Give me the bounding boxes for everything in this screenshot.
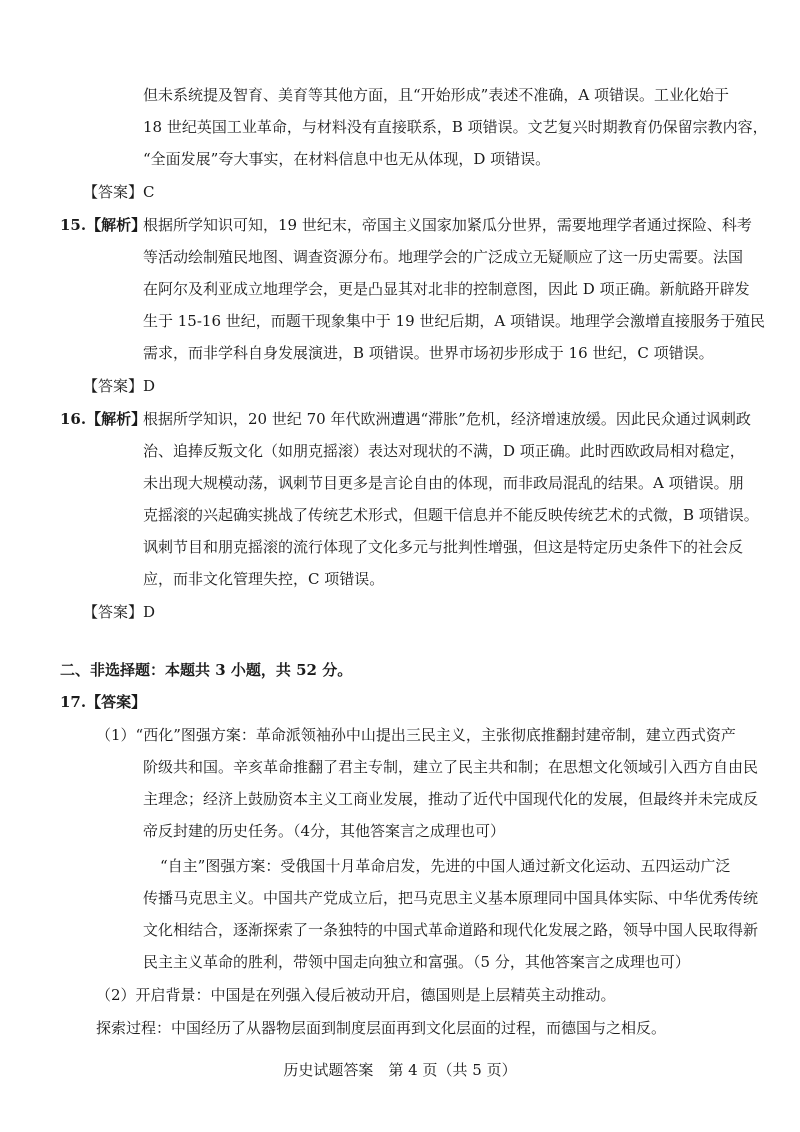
q16-label: 16.【解析】 — [60, 410, 147, 428]
q17-label: 17.【答案】 — [60, 693, 147, 711]
q16-line-3: 未出现大规模动荡，讽刺节目更多是言论自由的体现，而非政局混乱的结果。A 项错误。朋 — [143, 474, 744, 492]
q15-answer: 【答案】D — [83, 377, 156, 395]
q14-answer: 【答案】C — [83, 183, 155, 201]
q17-part1-line-4: 帝反封建的历史任务。（4分，其他答案言之成理也可） — [143, 822, 506, 840]
q16-line-5: 讽刺节目和朋克摇滚的流行体现了文化多元与批判性增强，但这是特定历史条件下的社会反 — [143, 538, 744, 556]
q14-line-1: 但未系统提及智育、美育等其他方面，且“开始形成”表述不准确，A 项错误。工业化始于 — [143, 86, 729, 104]
q16-line-4: 克摇滚的兴起确实挑战了传统艺术形式，但题干信息并不能反映传统艺术的式微，B 项错误。 — [143, 506, 759, 524]
q17-part1b-line-2: 传播马克思主义。中国共产党成立后，把马克思主义基本原理同中国具体实际、中华优秀传统 — [143, 889, 759, 907]
page-footer: 历史试题答案 第 4 页（共 5 页） — [283, 1061, 517, 1079]
q16-line-1: 根据所学知识，20 世纪 70 年代欧洲遭遇“滞胀”危机，经济增速放缓。因此民众通过讽刺政 — [143, 410, 751, 428]
q17-part1-line-2: 阶级共和国。辛亥革命推翻了君主专制，建立了民主共和制；在思想文化领域引入西方自由民 — [143, 758, 759, 776]
q15-line-2: 等活动绘制殖民地图、调查资源分布。地理学会的广泛成立无疑顺应了这一历史需要。法国 — [143, 248, 744, 266]
section-2-title: 二、非选择题：本题共 3 小题，共 52 分。 — [60, 661, 353, 679]
q14-line-2: 18 世纪英国工业革命，与材料没有直接联系，B 项错误。文艺复兴时期教育仍保留宗教内容， — [143, 118, 768, 136]
q16-line-2: 治、追捧反叛文化（如朋克摇滚）表达对现状的不满，D 项正确。此时西欧政局相对稳定， — [143, 442, 745, 460]
q17-part2-line: （2）开启背景：中国是在列强入侵后被动开启，德国则是上层精英主动推动。 — [96, 986, 616, 1004]
q17-part1-line-1: （1）“西化”图强方案：革命派领袖孙中山提出三民主义，主张彻底推翻封建帝制，建立西式资产 — [96, 726, 736, 744]
q15-label: 15.【解析】 — [60, 216, 147, 234]
q16-answer: 【答案】D — [83, 603, 156, 621]
q17-part1b-line-4: 民主主义革命的胜利，带领中国走向独立和富强。（5 分，其他答案言之成理也可） — [143, 953, 690, 971]
q15-line-5: 需求，而非学科自身发展演进，B 项错误。世界市场初步形成于 16 世纪，C 项错误。 — [143, 344, 714, 362]
q15-line-3: 在阿尔及利亚成立地理学会，更是凸显其对北非的控制意图，因此 D 项正确。新航路开辟发 — [143, 280, 750, 298]
q15-line-1: 根据所学知识可知，19 世纪末，帝国主义国家加紧瓜分世界，需要地理学者通过探险、科考 — [143, 216, 752, 234]
q14-line-3: “全面发展”夸大事实，在材料信息中也无从体现，D 项错误。 — [143, 150, 551, 168]
q17-part1b-line-3: 文化相结合，逐渐探索了一条独特的中国式革命道路和现代化发展之路，领导中国人民取得新 — [143, 921, 759, 939]
q17-part1-line-3: 主理念；经济上鼓励资本主义工商业发展，推动了近代中国现代化的发展，但最终并未完成反 — [143, 790, 759, 808]
q16-line-6: 应，而非文化管理失控，C 项错误。 — [143, 570, 385, 588]
q15-line-4: 生于 15-16 世纪，而题干现象集中于 19 世纪后期，A 项错误。地理学会激增直接服务于殖民 — [143, 312, 766, 330]
q17-part1b-line-1: “自主”图强方案：受俄国十月革命启发，先进的中国人通过新文化运动、五四运动广泛 — [160, 857, 731, 875]
q17-part2b-line: 探索过程：中国经历了从器物层面到制度层面再到文化层面的过程，而德国与之相反。 — [96, 1019, 667, 1037]
